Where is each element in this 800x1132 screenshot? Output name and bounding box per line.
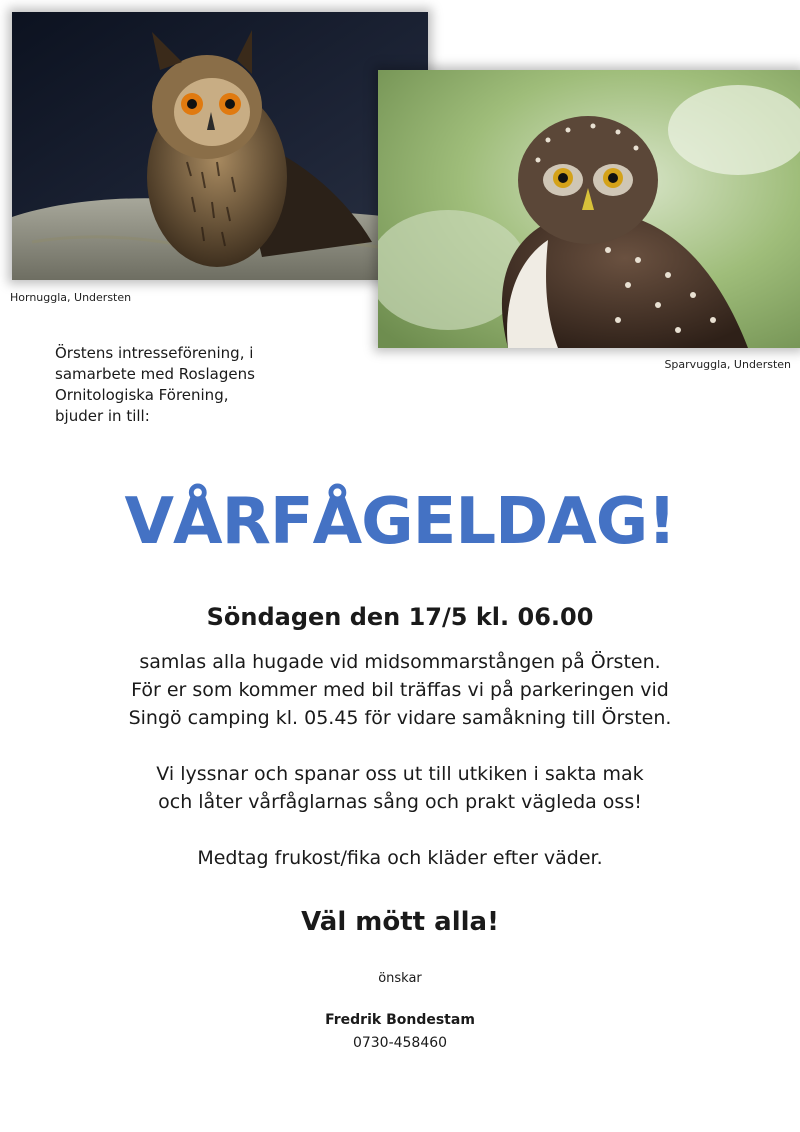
photo-caption-hornuggla: Hornuggla, Understen [10,291,132,304]
intro-line: samarbete med Roslagens [55,365,255,383]
sender-phone: 0730-458460 [352,1035,448,1051]
event-date: Söndagen den 17/5 kl. 06.00 [206,603,594,631]
event-description [0,648,800,872]
pygmy-owl-photo [378,70,800,348]
owl-illustration-1 [12,12,428,280]
description-line: För er som kommer med bil träffas vi på parkeringen vid [131,679,669,701]
intro-line: Örstens intresseförening, i [55,344,254,362]
description-line: Singö camping kl. 05.45 för vidare samåkning till Örsten. [128,707,672,729]
intro-line: Ornitologiska Förening, [55,386,229,404]
paragraph-gap [0,732,800,760]
description-line: Vi lyssnar och spanar oss ut till utkiken i sakta mak [156,763,644,785]
intro-text [55,343,295,427]
greeting: Väl mött alla! [301,907,499,937]
description-line: Medtag frukost/fika och kläder efter väder. [197,847,603,869]
description-line: samlas alla hugade vid midsommarstången på Örsten. [139,651,661,673]
event-headline: VÅRFÅGELDAG! [124,485,676,559]
description-line: och låter vårfåglarnas sång och prakt vägleda oss! [158,791,642,813]
long-eared-owl-photo [12,12,428,280]
photo-caption-sparvuggla: Sparvuggla, Understen [664,358,791,371]
sender-name: Fredrik Bondestam [325,1012,475,1028]
intro-line: bjuder in till: [55,407,150,425]
wish-text: önskar [378,971,422,986]
paragraph-gap [0,816,800,844]
owl-illustration-2 [378,70,800,348]
